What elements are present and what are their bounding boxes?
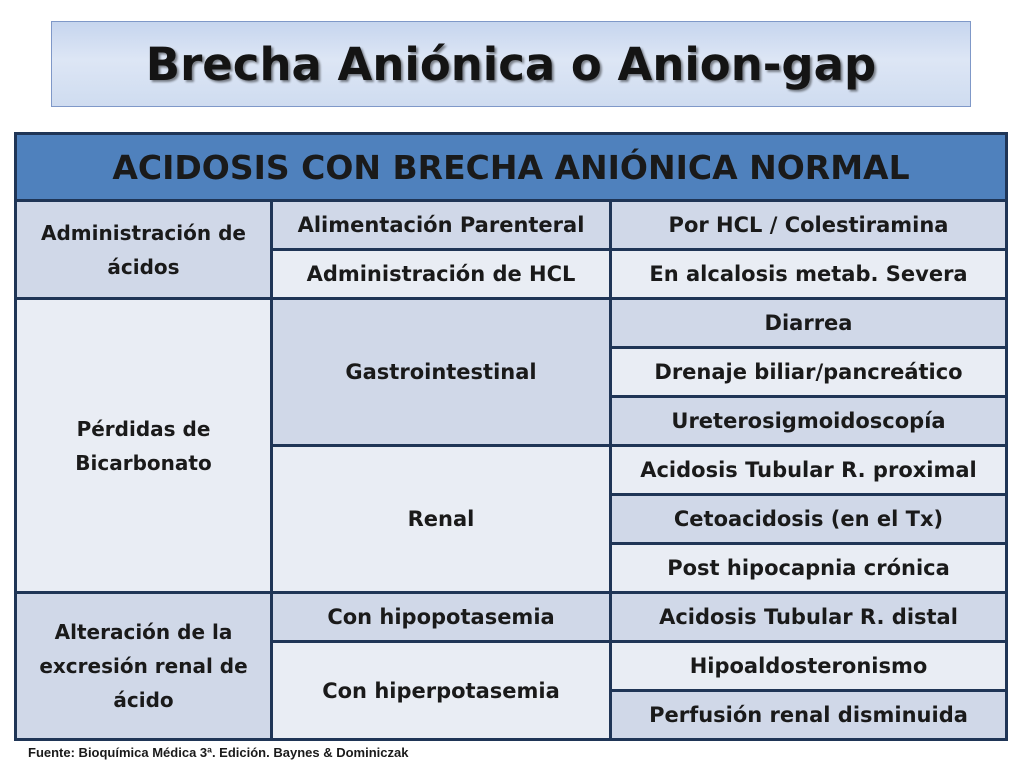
table-row (16, 201, 1007, 250)
category-cell: Pérdidas de Bicarbonato (16, 299, 272, 593)
acidosis-table (14, 132, 1008, 741)
table-row (16, 593, 1007, 642)
table-header-row (16, 134, 1007, 201)
item-cell: Post hipocapnia crónica (611, 544, 1007, 593)
item-cell: Drenaje biliar/pancreático (611, 348, 1007, 397)
subcategory-cell: Administración de HCL (272, 250, 611, 299)
item-cell: En alcalosis metab. Severa (611, 250, 1007, 299)
item-cell: Perfusión renal disminuida (611, 691, 1007, 740)
slide-title: Brecha Aniónica o Anion-gap (145, 37, 877, 91)
item-cell: Por HCL / Colestiramina (611, 201, 1007, 250)
subcategory-cell: Con hiperpotasemia (272, 642, 611, 740)
subcategory-cell: Gastrointestinal (272, 299, 611, 446)
table-header: ACIDOSIS CON BRECHA ANIÓNICA NORMAL (16, 134, 1007, 201)
subcategory-cell: Renal (272, 446, 611, 593)
item-cell: Cetoacidosis (en el Tx) (611, 495, 1007, 544)
item-cell: Acidosis Tubular R. distal (611, 593, 1007, 642)
title-banner (51, 21, 971, 107)
table-row (16, 299, 1007, 348)
item-cell: Acidosis Tubular R. proximal (611, 446, 1007, 495)
source-footnote: Fuente: Bioquímica Médica 3ª. Edición. Baynes & Dominiczak (28, 745, 409, 760)
category-cell: Administración de ácidos (16, 201, 272, 299)
item-cell: Diarrea (611, 299, 1007, 348)
subcategory-cell: Con hipopotasemia (272, 593, 611, 642)
item-cell: Ureterosigmoidoscopía (611, 397, 1007, 446)
category-cell: Alteración de la excresión renal de ácido (16, 593, 272, 740)
item-cell: Hipoaldosteronismo (611, 642, 1007, 691)
subcategory-cell: Alimentación Parenteral (272, 201, 611, 250)
